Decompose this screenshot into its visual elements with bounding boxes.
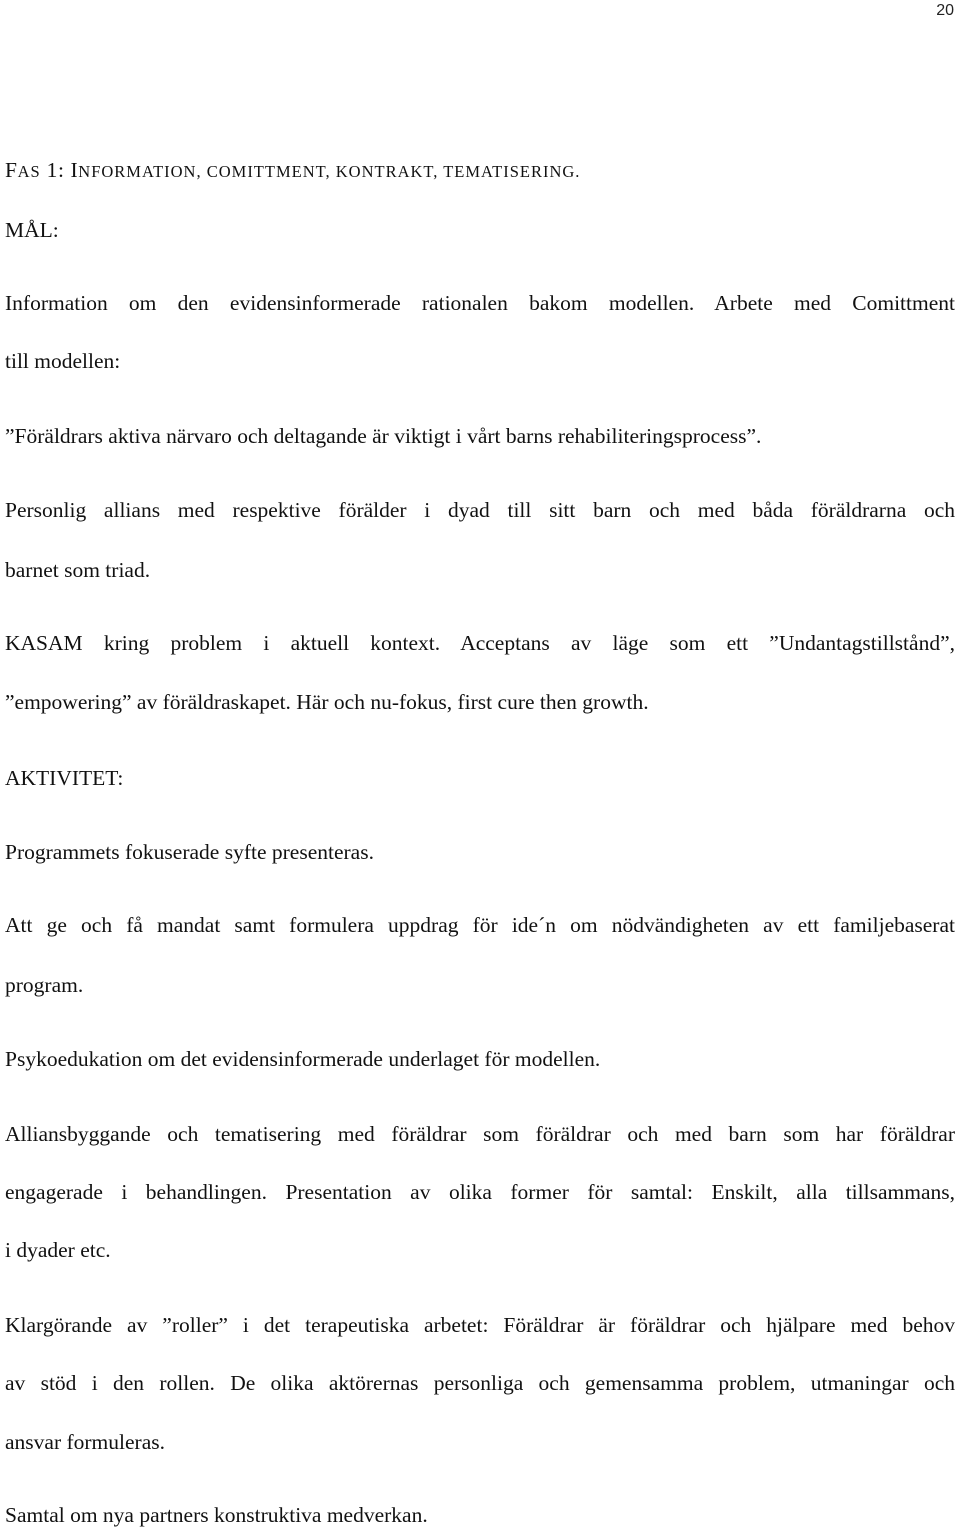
activity-line: ansvar formuleras. <box>5 1430 165 1454</box>
paragraph-line: ”empowering” av föräldraskapet. Här och nu-fokus, first cure then growth. <box>5 690 649 714</box>
activity-line: Alliansbyggande och tematisering med föräldrar som föräldrar och med barn som har föräldrar <box>5 1122 955 1146</box>
page-number: 20 <box>936 2 954 19</box>
activity-line: i dyader etc. <box>5 1238 111 1262</box>
heading-initial-i: I <box>70 158 79 182</box>
paragraph-line: Personlig allians med respektive förälder i dyad till sitt barn och med båda föräldrarna och <box>5 498 955 522</box>
activity-line: program. <box>5 973 84 997</box>
activity-line: Samtal om nya partners konstruktiva medverkan. <box>5 1503 428 1527</box>
heading-small-caps-as: AS <box>17 162 41 181</box>
paragraph-line: Information om den evidensinformerade rationalen bakom modellen. Arbete med Comittment <box>5 291 955 315</box>
heading-initial-f: F <box>5 158 18 182</box>
heading-small-caps-rest: NFORMATION, COMITTMENT, KONTRAKT, TEMATISERING. <box>78 162 581 181</box>
section-heading <box>5 160 580 182</box>
activity-line: Klargörande av ”roller” i det terapeutiska arbetet: Föräldrar är föräldrar och hjälpare med behov <box>5 1313 955 1337</box>
activity-line: Att ge och få mandat samt formulera uppdrag för ide´n om nödvändigheten av ett familjebaserat <box>5 913 955 937</box>
goal-label: MÅL: <box>5 218 59 242</box>
heading-number: 1: <box>40 158 71 182</box>
quote-line: ”Föräldrars aktiva närvaro och deltagande är viktigt i vårt barns rehabiliteringsprocess”. <box>5 424 762 448</box>
activity-line: Programmets fokuserade syfte presenteras. <box>5 840 374 864</box>
activity-label: AKTIVITET: <box>5 766 124 790</box>
paragraph-line: till modellen: <box>5 349 121 373</box>
activity-line: av stöd i den rollen. De olika aktörernas personliga och gemensamma problem, utmaningar och <box>5 1371 955 1395</box>
paragraph-line: KASAM kring problem i aktuell kontext. Acceptans av läge som ett ”Undantagstillstånd”, <box>5 631 955 655</box>
activity-line: engagerade i behandlingen. Presentation av olika former för samtal: Enskilt, alla tillsammans, <box>5 1180 955 1204</box>
activity-line: Psykoedukation om det evidensinformerade underlaget för modellen. <box>5 1047 601 1071</box>
paragraph-line: barnet som triad. <box>5 558 151 582</box>
